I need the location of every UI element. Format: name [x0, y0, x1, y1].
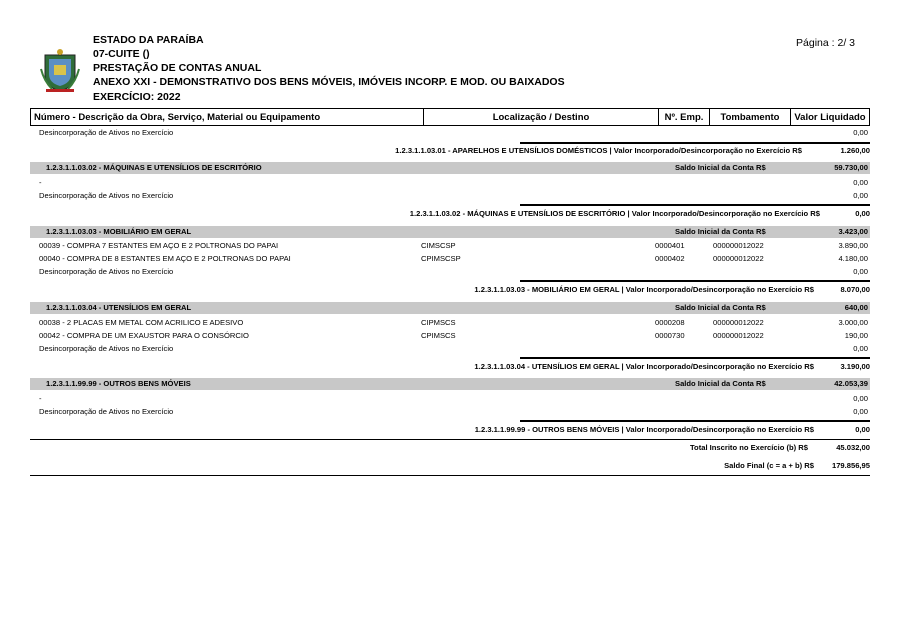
subtotal-value: 3.190,00: [840, 362, 870, 371]
list-item: - 0,00: [39, 394, 868, 403]
subtotal-label: 1.2.3.1.1.03.01 - APARELHOS E UTENSÍLIOS DOMÉSTICOS | Valor Incorporado/Desincorporação no Exercício R$: [395, 146, 802, 155]
table-row: 00042 - COMPRA DE UM EXAUSTOR PARA O CONSÓRCIO CPIMSCS 0000730 000000012022 190,00: [39, 331, 868, 340]
divider: [520, 204, 870, 206]
list-item: Desincorporação de Ativos no Exercício 0,00: [39, 344, 868, 353]
col-descricao: Número - Descrição da Obra, Serviço, Material ou Equipamento: [31, 109, 424, 126]
subtotal-label: 1.2.3.1.1.03.04 - UTENSÍLIOS EM GERAL | Valor Incorporado/Desincorporação no Exercício R$: [474, 362, 814, 371]
table-row: 00040 - COMPRA DE 8 ESTANTES EM AÇO E 2 POLTRONAS DO PAPAI CPIMSCSP 0000402 000000012022 4.180,00: [39, 254, 868, 263]
subtotal-value: 0,00: [855, 425, 870, 434]
list-item: Desincorporação de Ativos no Exercício 0,00: [39, 267, 868, 276]
divider: [30, 439, 870, 440]
divider: [30, 475, 870, 476]
col-tombamento: Tombamento: [710, 109, 791, 126]
header-report: PRESTAÇÃO DE CONTAS ANUAL: [93, 62, 262, 74]
subtotal-value: 8.070,00: [840, 285, 870, 294]
divider: [520, 280, 870, 282]
saldo-final-label: Saldo Final (c = a + b) R$: [724, 461, 814, 470]
header-state: ESTADO DA PARAÍBA: [93, 34, 204, 46]
col-emp: Nº. Emp.: [659, 109, 710, 126]
subtotal-value: 1.260,00: [840, 146, 870, 155]
table-row: 00038 - 2 PLACAS EM METAL COM ACRILICO E ADESIVO CIPMSCS 0000208 000000012022 3.000,00: [39, 318, 868, 327]
list-item: Desincorporação de Ativos no Exercício 0,00: [39, 407, 868, 416]
table-row: 00039 - COMPRA 7 ESTANTES EM AÇO E 2 POLTRONAS DO PAPAI CIMSCSP 0000401 000000012022 3.890,00: [39, 241, 868, 250]
saldo-final-value: 179.856,95: [831, 461, 870, 470]
divider: [520, 420, 870, 422]
total-inscrito-label: Total Inscrito no Exercício (b) R$: [689, 443, 808, 452]
header-annex: ANEXO XXI - DEMONSTRATIVO DOS BENS MÓVEIS, IMÓVEIS INCORP. E MOD. OU BAIXADOS: [93, 76, 565, 88]
subtotal-label: 1.2.3.1.1.03.03 - MOBILIÁRIO EM GERAL | Valor Incorporado/Desincorporação no Exercício R$: [474, 285, 814, 294]
category-row: 1.2.3.1.1.03.04 - UTENSÍLIOS EM GERAL Saldo Inicial da Conta R$ 640,00: [30, 302, 870, 314]
category-row: 1.2.3.1.1.03.03 - MOBILIÁRIO EM GERAL Saldo Inicial da Conta R$ 3.423,00: [30, 226, 870, 238]
header-entity: 07-CUITE (): [93, 48, 150, 60]
divider: [520, 357, 870, 359]
header-year: EXERCÍCIO: 2022: [93, 91, 181, 103]
list-item: - 0,00: [39, 178, 868, 187]
subtotal-label: 1.2.3.1.1.03.02 - MÁQUINAS E UTENSÍLIOS DE ESCRITÓRIO | Valor Incorporado/Desincorporação no Exercício R$: [409, 209, 820, 218]
list-item: Desincorporação de Ativos no Exercício 0,00: [39, 191, 868, 200]
page-number: Página : 2/ 3: [796, 37, 855, 49]
category-row: 1.2.3.1.1.99.99 - OUTROS BENS MÓVEIS Saldo Inicial da Conta R$ 42.053,39: [30, 378, 870, 390]
divider: [520, 142, 870, 144]
list-item: Desincorporação de Ativos no Exercício 0,00: [39, 128, 868, 137]
subtotal-label: 1.2.3.1.1.99.99 - OUTROS BENS MÓVEIS | Valor Incorporado/Desincorporação no Exercício R$: [474, 425, 814, 434]
total-inscrito-value: 45.032,00: [836, 443, 870, 452]
col-valor: Valor Liquidado: [791, 109, 870, 126]
subtotal-value: 0,00: [855, 209, 870, 218]
category-row: 1.2.3.1.1.03.02 - MÁQUINAS E UTENSÍLIOS DE ESCRITÓRIO Saldo Inicial da Conta R$ 59.730,00: [30, 162, 870, 174]
state-crest-logo: [40, 47, 80, 93]
column-header: [30, 108, 870, 126]
col-localizacao: Localização / Destino: [424, 109, 659, 126]
